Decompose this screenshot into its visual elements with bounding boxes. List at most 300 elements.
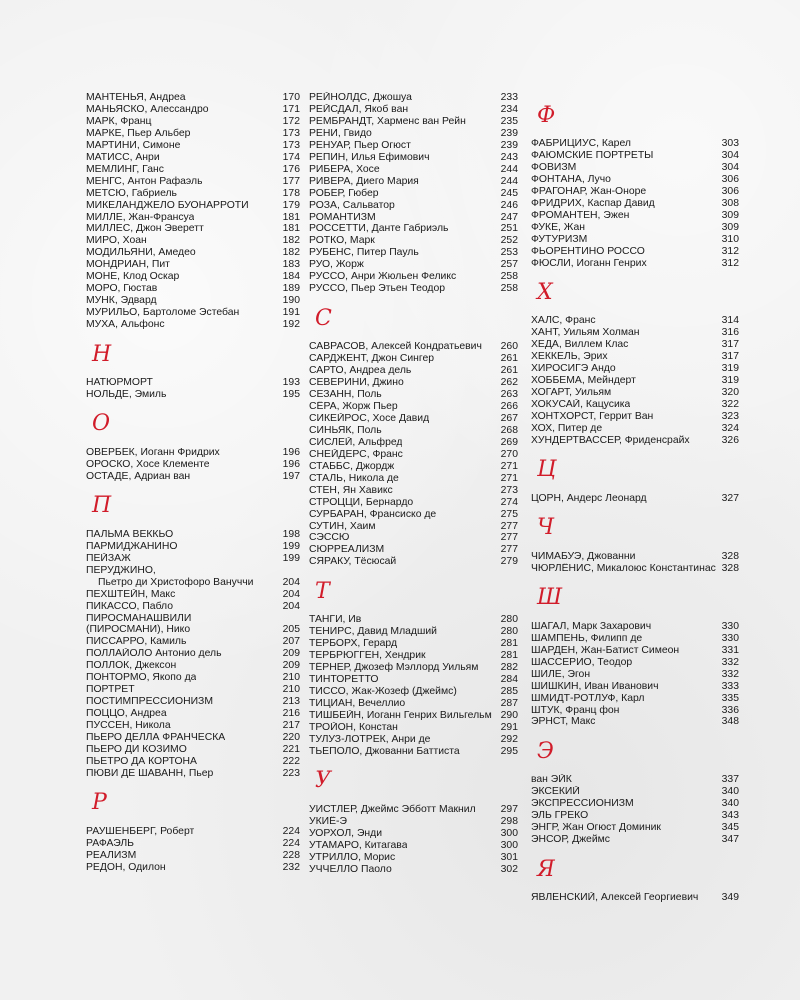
entry-page: 258 xyxy=(500,283,518,295)
index-entry xyxy=(309,140,518,152)
entry-name: ЭКСПРЕССИОНИЗМ xyxy=(531,798,634,810)
entry-name: ТИЦИАН, Вечеллио xyxy=(309,697,406,709)
section-letter: Ф xyxy=(537,102,556,128)
entry-page: 193 xyxy=(282,377,300,389)
entry-page: 173 xyxy=(282,139,300,151)
index-entry xyxy=(531,150,739,162)
index-entry xyxy=(309,212,518,224)
index-entry xyxy=(86,259,300,271)
entry-page: 174 xyxy=(282,151,300,163)
entry-page: 210 xyxy=(282,684,300,696)
entry-name: Пьетро ди Христофоро Вануччи xyxy=(98,576,254,588)
entry-page: 326 xyxy=(721,435,739,447)
section-letter: Ш xyxy=(537,585,563,611)
entry-name: ОВЕРБЕК, Иоганн Фридрих xyxy=(86,446,220,458)
entry-name: РЕПИН, Илья Ефимович xyxy=(309,151,430,163)
entry-page: 323 xyxy=(721,411,739,423)
index-entry xyxy=(309,816,518,828)
index-entry xyxy=(86,307,300,319)
entry-name: СИКЕЙРОС, Хосе Давид xyxy=(309,412,430,424)
entry-page: 243 xyxy=(500,151,518,163)
entry-name: ФЬОРЕНТИНО РОССО xyxy=(531,245,645,257)
section-letter: Ц xyxy=(537,457,557,483)
entry-page: 261 xyxy=(500,353,518,365)
entry-name: ПЬЕРО ДЕЛЛА ФРАНЧЕСКА xyxy=(86,732,226,744)
entry-page: 171 xyxy=(282,103,300,115)
section-letter: Х xyxy=(537,279,553,305)
index-entry xyxy=(86,283,300,295)
entry-name: МОНЕ, Клод Оскар xyxy=(86,271,180,283)
index-entry xyxy=(531,339,739,351)
entry-page: 205 xyxy=(282,624,300,636)
index-entry xyxy=(86,660,300,672)
entry-page: 309 xyxy=(721,209,739,221)
index-entry xyxy=(309,128,518,140)
entry-name: РОССЕТТИ, Данте Габриэль xyxy=(309,223,449,235)
index-entry xyxy=(86,744,300,756)
entry-name: ЧЮРЛЁНИС, Микалоюс Константинас xyxy=(531,562,716,574)
entry-name: ЧИМАБУЭ, Джованни xyxy=(531,550,636,562)
index-entry xyxy=(309,509,518,521)
entry-page: 261 xyxy=(500,365,518,377)
entry-page: 217 xyxy=(282,720,300,732)
entry-name: МИКЕЛАНДЖЕЛО БУОНАРРОТИ xyxy=(86,199,249,211)
entry-page: 263 xyxy=(500,389,518,401)
index-entry xyxy=(531,551,739,563)
index-entry xyxy=(86,613,300,625)
entry-page: 297 xyxy=(500,803,518,815)
entry-name: МОРО, Гюстав xyxy=(86,283,158,295)
entry-page: 269 xyxy=(500,436,518,448)
entry-page: 319 xyxy=(721,363,739,375)
index-entry xyxy=(309,485,518,497)
entry-name: СУТИН, Хаим xyxy=(309,520,376,532)
entry-page: 207 xyxy=(282,636,300,648)
entry-page: 183 xyxy=(282,259,300,271)
index-entry xyxy=(309,152,518,164)
entry-name: ПУССЕН, Никола xyxy=(86,720,171,732)
index-entry xyxy=(309,840,518,852)
index-entry xyxy=(531,774,739,786)
index-entry xyxy=(309,116,518,128)
index-entry xyxy=(86,92,300,104)
entry-name: УИСТЛЕР, Джеймс Эбботт Макнил xyxy=(309,803,476,815)
entry-name: ФОВИЗМ xyxy=(531,161,577,173)
entry-page: 198 xyxy=(282,528,300,540)
index-entry xyxy=(531,222,739,234)
entry-page: 295 xyxy=(500,745,518,757)
entry-page: 317 xyxy=(721,351,739,363)
entry-name: РЕНИ, Гвидо xyxy=(309,127,372,139)
entry-name: РАУШЕНБЕРГ, Роберт xyxy=(86,825,195,837)
index-column-3 xyxy=(531,92,739,904)
entry-name: УЧЧЕЛЛО Паоло xyxy=(309,863,392,875)
entry-name: ФАБРИЦИУС, Карел xyxy=(531,138,631,149)
index-entry xyxy=(309,413,518,425)
entry-page: 191 xyxy=(282,307,300,319)
index-entry xyxy=(86,529,300,541)
entry-page: 177 xyxy=(282,175,300,187)
entry-page: 322 xyxy=(721,399,739,411)
index-entry xyxy=(531,375,739,387)
entry-name: ХЕДА, Виллем Клас xyxy=(531,339,629,351)
index-entry xyxy=(86,696,300,708)
index-entry xyxy=(309,710,518,722)
index-entry xyxy=(309,176,518,188)
entry-page: 327 xyxy=(721,492,739,504)
entry-name: СЮРРЕАЛИЗМ xyxy=(309,544,385,556)
entry-page: 304 xyxy=(721,161,739,173)
index-entry xyxy=(531,716,739,728)
entry-name: УКИЁ-Э xyxy=(309,815,347,827)
entry-page: 235 xyxy=(500,115,518,127)
entry-name: МАРК, Франц xyxy=(86,115,152,127)
index-entry xyxy=(309,497,518,509)
entry-page: 287 xyxy=(500,697,518,709)
index-entry xyxy=(531,411,739,423)
entry-name: ТРОЙОН, Констан xyxy=(309,721,398,733)
entry-name: ТАНГИ, Ив xyxy=(309,614,362,626)
entry-page: 199 xyxy=(282,540,300,552)
entry-name: РЕНУАР, Пьер Огюст xyxy=(309,139,411,151)
index-entry xyxy=(531,423,739,435)
index-entry xyxy=(309,164,518,176)
entry-name: ТЕРБОРХ, Герард xyxy=(309,638,398,650)
entry-name: ХОББЕМА, Мейндерт xyxy=(531,375,636,387)
entry-name: СЕВЕРИНИ, Джино xyxy=(309,377,404,389)
index-entry xyxy=(86,684,300,696)
entry-name: РОТКО, Марк xyxy=(309,235,375,247)
entry-name: СИСЛЕЙ, Альфред xyxy=(309,436,403,448)
section-letter: С xyxy=(315,305,332,331)
entry-name: СТРОЦЦИ, Бернардо xyxy=(309,496,414,508)
section-letter: Н xyxy=(92,341,112,367)
entry-page: 260 xyxy=(500,341,518,353)
entry-name: ПОЛЛОК, Джексон xyxy=(86,660,177,672)
section-letter: Р xyxy=(92,790,107,816)
index-entry xyxy=(309,614,518,626)
index-entry xyxy=(309,259,518,271)
entry-page: 210 xyxy=(282,672,300,684)
entry-page: 273 xyxy=(500,484,518,496)
index-entry xyxy=(86,577,300,589)
index-entry xyxy=(309,698,518,710)
index-entry xyxy=(531,258,739,270)
entry-name: ПАЛЬМА ВЕККЬО xyxy=(86,528,174,540)
index-entry xyxy=(531,693,739,705)
entry-page: 333 xyxy=(721,680,739,692)
entry-name: ТЕНИРС, Давид Младший xyxy=(309,626,437,638)
index-entry xyxy=(86,200,300,212)
index-entry xyxy=(309,389,518,401)
entry-page: 220 xyxy=(282,732,300,744)
entry-name: ТИНТОРЕТТО xyxy=(309,674,379,686)
entry-page: 308 xyxy=(721,197,739,209)
entry-page: 277 xyxy=(500,532,518,544)
index-entry xyxy=(86,601,300,613)
entry-page: 222 xyxy=(282,755,300,767)
entry-page: 247 xyxy=(500,211,518,223)
entry-name: СИНЬЯК, Поль xyxy=(309,424,382,436)
index-entry xyxy=(531,834,739,846)
entry-page: 330 xyxy=(721,620,739,632)
index-entry xyxy=(86,104,300,116)
entry-page: 306 xyxy=(721,185,739,197)
entry-name: ЦОРН, Андерс Леонард xyxy=(531,492,647,504)
entry-name: ШАССЕРИО, Теодор xyxy=(531,656,633,668)
entry-page: 271 xyxy=(500,460,518,472)
index-entry xyxy=(86,850,300,862)
index-entry xyxy=(309,437,518,449)
index-entry xyxy=(86,176,300,188)
entry-name: МАРКЕ, Пьер Альбер xyxy=(86,127,191,139)
index-entry xyxy=(309,828,518,840)
entry-name: РУБЕНС, Питер Пауль xyxy=(309,247,419,259)
index-entry xyxy=(531,705,739,717)
entry-page: 292 xyxy=(500,733,518,745)
entry-name: ФЮСЛИ, Иоганн Генрих xyxy=(531,257,647,269)
entry-name: МИЛЛЕС, Джон Эверетт xyxy=(86,223,204,235)
entry-name: ЭЛЬ ГРЕКО xyxy=(531,810,589,822)
entry-name: ШАРДЕН, Жан-Батист Симеон xyxy=(531,644,680,656)
index-entry xyxy=(309,674,518,686)
index-entry xyxy=(86,235,300,247)
entry-name: ПЕЙЗАЖ xyxy=(86,552,131,564)
entry-page: 195 xyxy=(282,389,300,401)
entry-name: ЭНГР, Жан Огюст Доминик xyxy=(531,822,661,834)
entry-page: 268 xyxy=(500,424,518,436)
entry-name: ТУЛУЗ-ЛОТРЕК, Анри де xyxy=(309,733,431,745)
entry-name: ХОХ, Питер де xyxy=(531,423,603,435)
entry-page: 324 xyxy=(721,423,739,435)
entry-name: РЕМБРАНДТ, Харменс ван Рейн xyxy=(309,115,466,127)
entry-name: ЯВЛЕНСКИЙ, Алексей Георгиевич xyxy=(531,892,699,904)
entry-page: 189 xyxy=(282,283,300,295)
entry-name: ШИЛЕ, Эгон xyxy=(531,668,591,680)
entry-page: 309 xyxy=(721,221,739,233)
entry-page: 331 xyxy=(721,644,739,656)
entry-name: ПИРОСМАНАШВИЛИ xyxy=(86,612,192,624)
entry-page: 340 xyxy=(721,786,739,798)
entry-page: 209 xyxy=(282,648,300,660)
index-entry xyxy=(531,493,739,505)
entry-page: 328 xyxy=(721,562,739,574)
entry-name: РОБЕР, Гюбер xyxy=(309,187,379,199)
entry-name: ХАНТ, Уильям Холман xyxy=(531,327,640,339)
entry-page: 223 xyxy=(282,767,300,779)
entry-name: РИБЕРА, Хосе xyxy=(309,163,380,175)
index-entry xyxy=(86,720,300,732)
entry-name: ПЮВИ ДЕ ШАВАНН, Пьер xyxy=(86,767,214,779)
entry-page: 343 xyxy=(721,810,739,822)
index-entry xyxy=(86,389,300,401)
index-entry xyxy=(309,425,518,437)
entry-page: 306 xyxy=(721,173,739,185)
entry-name: МУНК, Эдвард xyxy=(86,295,157,307)
entry-page: 184 xyxy=(282,271,300,283)
entry-name: ЭНСОР, Джеймс xyxy=(531,834,610,846)
entry-name: МУХА, Альфонс xyxy=(86,319,165,331)
index-entry xyxy=(531,162,739,174)
index-entry xyxy=(531,351,739,363)
entry-name: РУССО, Анри Жюльен Феликс xyxy=(309,271,457,283)
entry-name: УТРИЛЛО, Морис xyxy=(309,851,396,863)
entry-page: 314 xyxy=(721,315,739,327)
index-entry xyxy=(531,681,739,693)
index-entry xyxy=(531,174,739,186)
entry-page: 221 xyxy=(282,743,300,755)
entry-page: 197 xyxy=(282,470,300,482)
index-entry xyxy=(86,826,300,838)
index-entry xyxy=(309,521,518,533)
entry-name: РЕЙСДАЛ, Якоб ван xyxy=(309,103,409,115)
entry-name: МЕТСЮ, Габриель xyxy=(86,187,177,199)
entry-page: 335 xyxy=(721,692,739,704)
entry-name: МАНЬЯСКО, Алессандро xyxy=(86,103,209,115)
entry-name: МЕМЛИНГ, Ганс xyxy=(86,163,164,175)
entry-name: ШАМПЕНЬ, Филипп де xyxy=(531,632,643,644)
entry-name: ОСТАДЕ, Адриан ван xyxy=(86,470,191,482)
entry-page: 253 xyxy=(500,247,518,259)
index-entry xyxy=(309,650,518,662)
entry-page: 196 xyxy=(282,458,300,470)
entry-page: 277 xyxy=(500,520,518,532)
index-entry xyxy=(86,768,300,780)
index-entry xyxy=(86,319,300,331)
entry-name: МОДИЛЬЯНИ, Амедео xyxy=(86,247,196,259)
index-entry xyxy=(86,589,300,601)
entry-page: 216 xyxy=(282,708,300,720)
index-entry xyxy=(309,734,518,746)
index-entry xyxy=(309,377,518,389)
index-entry xyxy=(309,638,518,650)
entry-name: ЭРНСТ, Макс xyxy=(531,716,596,728)
entry-name: СТАЛЬ, Никола де xyxy=(309,472,399,484)
entry-page: 178 xyxy=(282,187,300,199)
entry-page: 258 xyxy=(500,271,518,283)
index-entry xyxy=(86,140,300,152)
entry-page: 304 xyxy=(721,149,739,161)
entry-page: 228 xyxy=(282,849,300,861)
entry-name: ПЕХШТЕЙН, Макс xyxy=(86,588,176,600)
entry-name: ХИРОСИГЭ Андо xyxy=(531,363,616,375)
entry-page: 317 xyxy=(721,339,739,351)
index-entry xyxy=(86,648,300,660)
entry-page: 239 xyxy=(500,139,518,151)
index-entry xyxy=(531,234,739,246)
entry-page: 170 xyxy=(282,92,300,103)
entry-name: ШМИДТ-РОТЛУФ, Карл xyxy=(531,692,645,704)
entry-name: РОЗА, Сальватор xyxy=(309,199,395,211)
entry-page: 281 xyxy=(500,638,518,650)
entry-name: САРТО, Андреа дель xyxy=(309,365,412,377)
index-entry xyxy=(309,864,518,876)
entry-name: ХОГАРТ, Уильям xyxy=(531,387,612,399)
entry-name: ФУКЕ, Жан xyxy=(531,221,586,233)
entry-page: 302 xyxy=(500,863,518,875)
entry-page: 252 xyxy=(500,235,518,247)
entry-page: 233 xyxy=(500,92,518,103)
entry-page: 328 xyxy=(721,550,739,562)
index-entry xyxy=(309,722,518,734)
entry-name: ПОНТОРМО, Якопо да xyxy=(86,672,197,684)
entry-page: 310 xyxy=(721,233,739,245)
index-entry xyxy=(86,447,300,459)
entry-page: 303 xyxy=(721,138,739,149)
index-entry xyxy=(531,435,739,447)
entry-page: 266 xyxy=(500,400,518,412)
section-letter: Э xyxy=(537,738,554,764)
entry-page: 332 xyxy=(721,656,739,668)
index-entry xyxy=(531,198,739,210)
entry-name: СЭССЮ xyxy=(309,532,350,544)
index-entry xyxy=(531,399,739,411)
entry-name: РУО, Жорж xyxy=(309,259,364,271)
entry-name: ХОКУСАЙ, Кацусика xyxy=(531,399,631,411)
index-entry xyxy=(309,852,518,864)
entry-page: 279 xyxy=(500,556,518,568)
entry-name: РАФАЭЛЬ xyxy=(86,837,134,849)
entry-name: СУРБАРАН, Франсиско де xyxy=(309,508,437,520)
section-letter: П xyxy=(92,493,112,519)
entry-name: ПИССАРРО, Камиль xyxy=(86,636,187,648)
entry-name: СНЕЙДЕРС, Франс xyxy=(309,448,403,460)
index-entry xyxy=(309,353,518,365)
index-entry xyxy=(309,532,518,544)
entry-page: 274 xyxy=(500,496,518,508)
index-entry xyxy=(309,461,518,473)
index-entry xyxy=(531,657,739,669)
entry-page: 181 xyxy=(282,211,300,223)
index-entry xyxy=(309,104,518,116)
index-entry xyxy=(86,838,300,850)
entry-page: 316 xyxy=(721,327,739,339)
section-letter: Ч xyxy=(537,515,555,541)
entry-name: ХАЛС, Франс xyxy=(531,315,596,327)
entry-page: 173 xyxy=(282,127,300,139)
entry-page: 245 xyxy=(500,187,518,199)
entry-page: 270 xyxy=(500,448,518,460)
index-entry xyxy=(531,822,739,834)
index-entry xyxy=(531,633,739,645)
entry-page: 224 xyxy=(282,837,300,849)
entry-page: 182 xyxy=(282,247,300,259)
index-entry xyxy=(531,315,739,327)
entry-name: СТЕН, Ян Хавикс xyxy=(309,484,393,496)
entry-page: 204 xyxy=(282,576,300,588)
index-entry xyxy=(86,862,300,874)
entry-name: ПИКАССО, Пабло xyxy=(86,600,174,612)
entry-name: ПОЛЛАЙОЛО Антонио дель xyxy=(86,648,222,660)
entry-name: МАРТИНИ, Симоне xyxy=(86,139,181,151)
entry-page: 319 xyxy=(721,375,739,387)
section-letter: Т xyxy=(315,578,330,604)
entry-page: 213 xyxy=(282,696,300,708)
index-entry xyxy=(86,223,300,235)
entry-name: ПАРМИДЖАНИНО xyxy=(86,540,178,552)
index-entry xyxy=(86,565,300,577)
entry-name: МАНТЕНЬЯ, Андреа xyxy=(86,92,186,103)
entry-name: ХЕККЕЛЬ, Эрих xyxy=(531,351,608,363)
index-entry xyxy=(309,473,518,485)
entry-name: МИЛЛЕ, Жан-Франсуа xyxy=(86,211,195,223)
index-entry xyxy=(531,892,739,904)
entry-name: РЕЙНОЛДС, Джошуа xyxy=(309,92,412,103)
index-entry xyxy=(309,544,518,556)
entry-page: 280 xyxy=(500,626,518,638)
index-entry xyxy=(531,621,739,633)
index-column-1 xyxy=(86,92,300,874)
